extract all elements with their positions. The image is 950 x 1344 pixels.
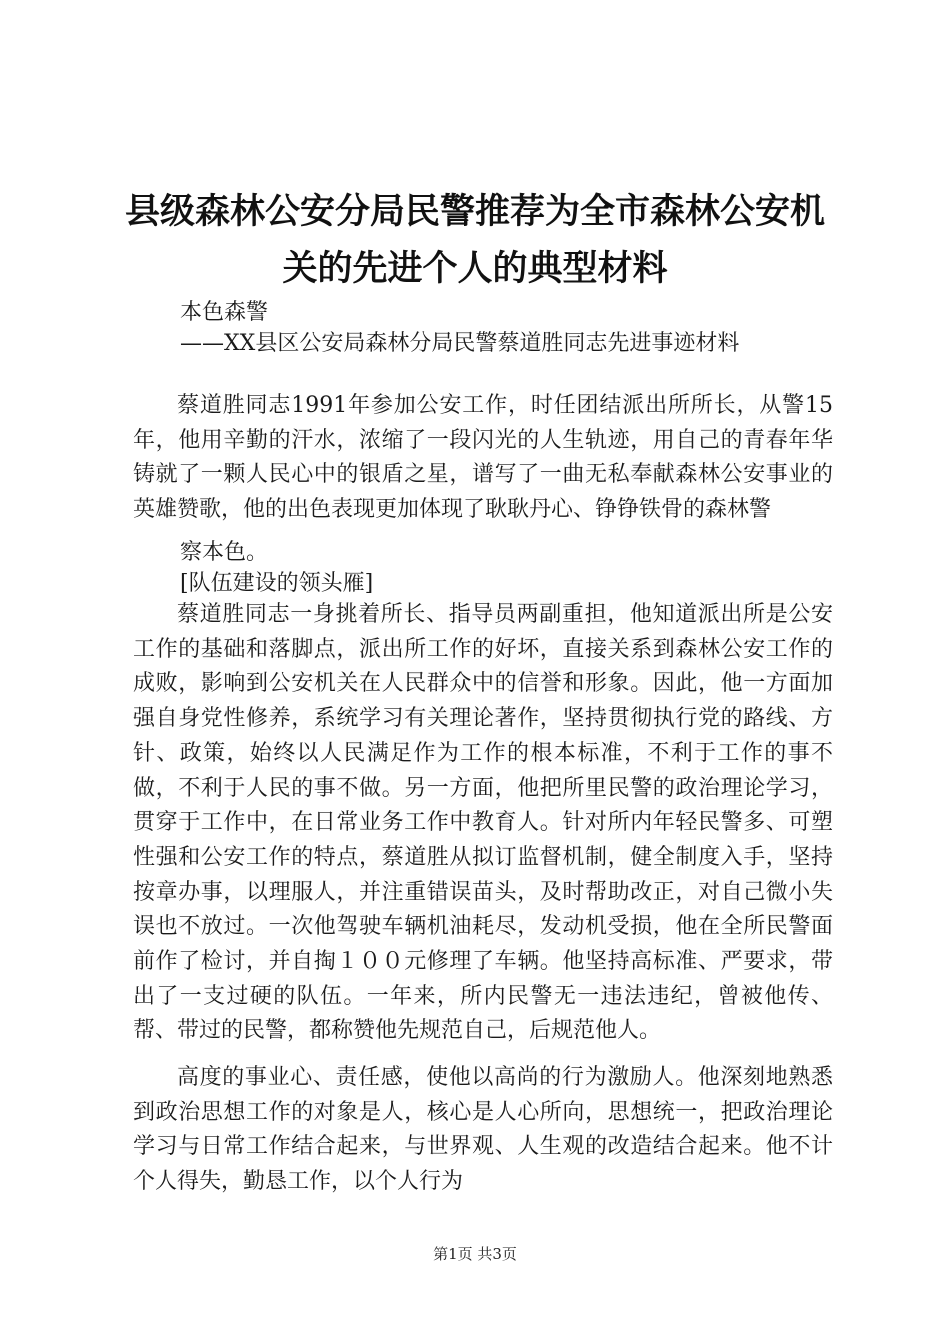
document-title-line-1: 县级森林公安分局民警推荐为全市森林公安机	[124, 192, 825, 232]
document-title-line-2: 关的先进个人的典型材料	[282, 249, 668, 289]
section-heading: [队伍建设的领头雁]	[180, 571, 374, 596]
paragraph-3: 高度的事业心、责任感，使他以高尚的行为激励人。他深刻地熟悉到政治思想工作的对象是人，核心是人心所向，思想统一，把政治理论学习与日常工作结合起来，与世界观、人生观的改造结合起来。他不计个人得失，勤恳工作，以个人行为	[133, 1065, 833, 1195]
document-byline: ——XX县区公安局森林分局民警蔡道胜同志先进事迹材料	[180, 331, 740, 356]
page-number-footer: 第1页 共3页	[433, 1245, 517, 1263]
document-subtitle: 本色森警	[180, 300, 269, 325]
paragraph-1: 蔡道胜同志1991年参加公安工作，时任团结派出所所长，从警15年，他用辛勤的汗水，浓缩了一段闪光的人生轨迹，用自己的青春年华铸就了一颗人民心中的银盾之星，谱写了一曲无私奉献森林公安事业的英雄赞歌，他的出色表现更加体现了耿耿丹心、铮铮铁骨的森林警	[133, 393, 833, 523]
paragraph-1-tail: 察本色。	[180, 540, 269, 565]
paragraph-2: 蔡道胜同志一身挑着所长、指导员两副重担，他知道派出所是公安工作的基础和落脚点，派出所工作的好坏，直接关系到森林公安工作的成败，影响到公安机关在人民群众中的信誉和形象。因此，他一方面加强自身党性修养，系统学习有关理论著作，坚持贯彻执行党的路线、方针、政策，始终以人民满足作为工作的根本标准，不利于工作的事不做，不利于人民的事不做。另一方面，他把所里民警的政治理论学习，贯穿于工作中，在日常业务工作中教育人。针对所内年轻民警多、可塑性强和公安工作的特点，蔡道胜从拟订监督机制，健全制度入手，坚持按章办事，以理服人，并注重错误苗头，及时帮助改正，对自己微小失误也不放过。一次他驾驶车辆机油耗尽，发动机受损，他在全所民警面前作了检讨，并自掏１００元修理了车辆。他坚持高标准、严要求，带出了一支过硬的队伍。一年来，所内民警无一违法违纪，曾被他传、帮、带过的民警，都称赞他先规范自己，后规范他人。	[133, 602, 833, 1044]
